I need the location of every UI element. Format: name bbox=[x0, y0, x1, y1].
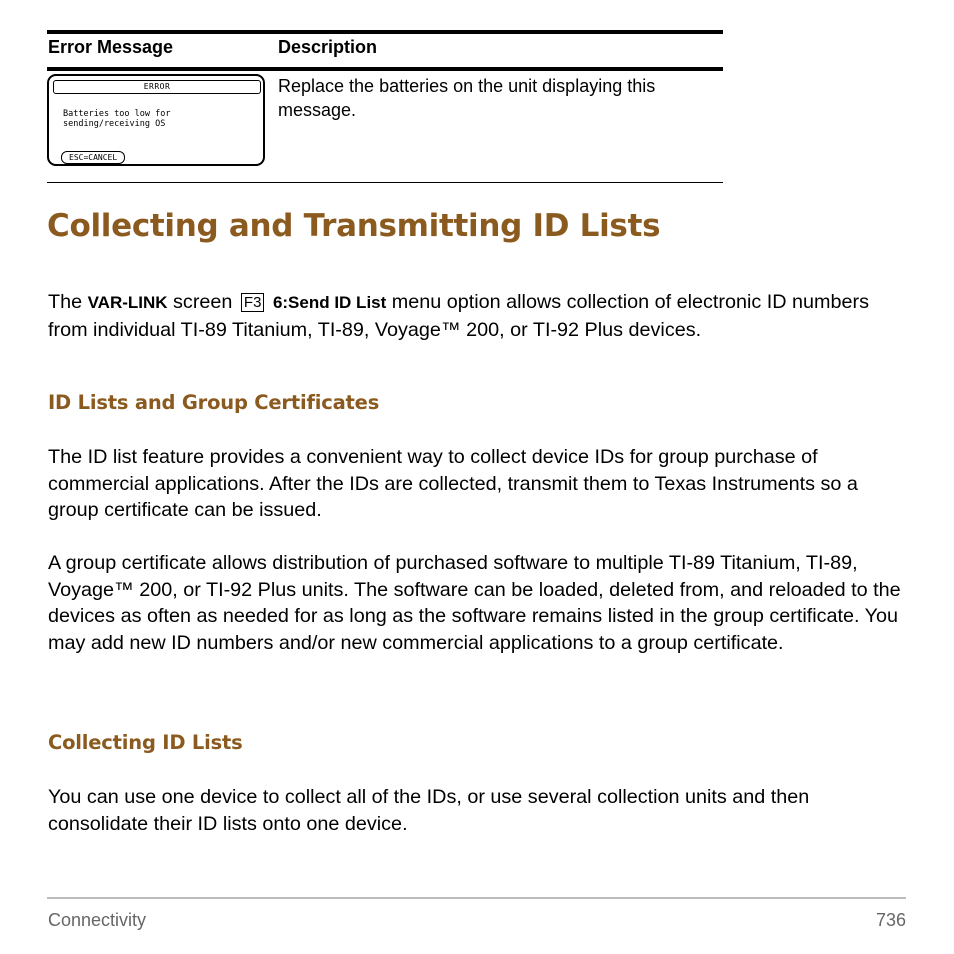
calculator-error-screen bbox=[47, 74, 265, 166]
section-heading-id-lists: ID Lists and Group Certificates bbox=[48, 391, 380, 414]
error-description: Replace the batteries on the unit displaying this message. bbox=[278, 76, 656, 120]
var-link-label: VAR-LINK bbox=[87, 293, 168, 312]
paragraph-group-certificate: A group certificate allows distribution of purchased software to multiple TI-89 Titanium, TI-89, Voyage™ 200, or TI-92 Plus units. The software can be loaded, deleted from, and reloaded to the devices as often as needed for as long as the software remains listed in the group certificate. You may add new ID numbers and/or new commercial applications to a group certificate. bbox=[48, 552, 901, 654]
table-top-rule bbox=[47, 30, 723, 34]
error-message bbox=[63, 109, 170, 129]
intro-text-2: screen bbox=[167, 291, 238, 313]
section-heading-collecting: Collecting ID Lists bbox=[48, 731, 243, 754]
footer-section: Connectivity bbox=[48, 910, 147, 930]
table-header-rule bbox=[47, 67, 723, 71]
column-header-error-message: Error Message bbox=[48, 37, 174, 57]
paragraph-id-list-feature: The ID list feature provides a convenient way to collect device IDs for group purchase of commercial applications. After the IDs are collected, transmit them to Texas Instruments so a group certificate can be issued. bbox=[48, 446, 858, 521]
error-message-line-1: Batteries too low for bbox=[63, 109, 171, 119]
page-number: 736 bbox=[875, 910, 906, 930]
error-message-line-2: sending/receiving OS bbox=[63, 119, 166, 129]
column-header-description: Description bbox=[278, 37, 378, 57]
screen-frame bbox=[47, 74, 265, 166]
error-title-bar bbox=[53, 80, 261, 94]
intro-paragraph bbox=[48, 289, 910, 343]
esc-cancel-button: ESC=CANCEL bbox=[61, 151, 125, 164]
intro-text-3: menu option allows collection of electronic ID numbers from individual TI-89 Titanium, TI-89, Voyage™ 200, or TI-92 Plus devices. bbox=[48, 291, 869, 341]
menu-option-label: 6:Send ID List bbox=[272, 293, 387, 312]
footer-rule bbox=[47, 897, 906, 899]
paragraph-collecting: You can use one device to collect all of the IDs, or use several collection units and then consolidate their ID lists onto one device. bbox=[48, 786, 810, 835]
table-bottom-rule bbox=[47, 182, 723, 183]
error-title: ERROR bbox=[143, 82, 171, 91]
intro-text-1: The bbox=[48, 291, 88, 313]
page-title: Collecting and Transmitting ID Lists bbox=[47, 208, 661, 244]
f3-key: F3 bbox=[241, 293, 265, 312]
